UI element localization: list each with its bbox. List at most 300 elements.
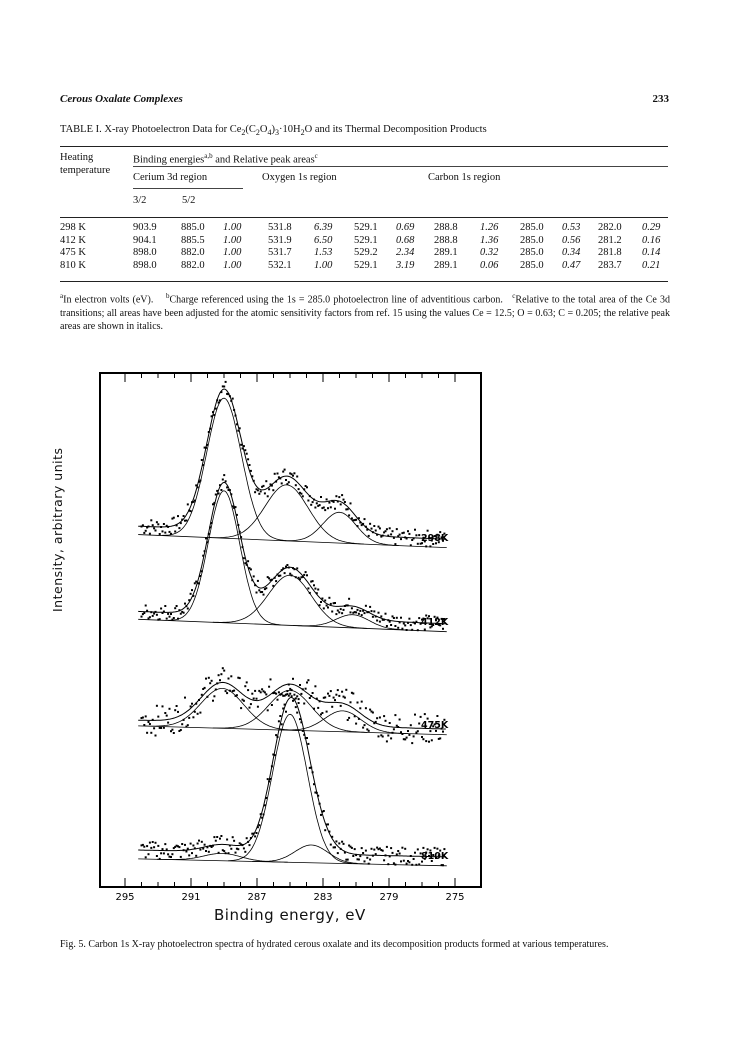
data-point [256,832,258,834]
data-point [272,489,274,491]
data-point [319,604,321,606]
data-point [399,534,401,536]
data-point [159,858,161,860]
table-cell: 885.5 [181,234,205,246]
data-point [249,844,251,846]
data-point [236,694,238,696]
data-point [414,529,416,531]
data-point [278,691,280,693]
table-cell: 6.50 [314,234,333,246]
data-point [205,447,207,449]
table-cell: 289.1 [434,259,458,271]
x-tick-label: 275 [445,892,465,903]
data-point [284,469,286,471]
x-tick-label: 283 [313,892,333,903]
data-point [415,534,417,536]
data-point [213,836,215,838]
data-point [299,718,301,720]
data-point [355,723,357,725]
data-point [307,587,309,589]
data-point [365,605,367,607]
data-point [335,495,337,497]
table-cell: 3.19 [396,259,415,271]
data-point [302,688,304,690]
data-point [148,721,150,723]
data-point [164,605,166,607]
data-point [257,580,259,582]
data-point [208,431,210,433]
data-point [257,489,259,491]
data-point [393,617,395,619]
data-point [373,849,375,851]
data-point [271,765,273,767]
data-point [383,715,385,717]
data-point [180,856,182,858]
data-point [351,517,353,519]
data-point [330,506,332,508]
data-point [223,850,225,852]
data-point [347,508,349,510]
component-peak [213,575,367,628]
data-point [277,473,279,475]
data-point [394,625,396,627]
data-point [145,715,147,717]
data-point [199,575,201,577]
data-point [296,712,298,714]
data-point [258,493,260,495]
data-point [378,612,380,614]
data-point [387,535,389,537]
data-point [166,618,168,620]
data-point [347,604,349,606]
data-point [327,607,329,609]
data-point [366,857,368,859]
data-point [219,484,221,486]
data-point [295,576,297,578]
data-point [316,592,318,594]
data-point [341,841,343,843]
data-point [215,689,217,691]
data-point [178,846,180,848]
data-point [153,527,155,529]
data-point [187,848,189,850]
data-point [324,696,326,698]
data-point [425,545,427,547]
data-point [143,724,145,726]
data-point [368,863,370,865]
data-point [434,847,436,849]
data-point [307,679,309,681]
data-point [408,861,410,863]
data-point [312,580,314,582]
data-point [268,780,270,782]
data-point [160,727,162,729]
data-point [371,848,373,850]
data-point [431,739,433,741]
table-cell: 1.00 [223,234,242,246]
data-point [397,850,399,852]
data-point [160,608,162,610]
data-point [401,733,403,735]
data-point [261,591,263,593]
data-point [170,856,172,858]
data-point [155,735,157,737]
data-point [372,531,374,533]
data-point [407,530,409,532]
data-point [219,838,221,840]
data-point [401,628,403,630]
data-point [229,690,231,692]
data-point [270,778,272,780]
data-point [364,518,366,520]
data-point [282,708,284,710]
data-point [155,530,157,532]
row-temperature: 298 K [60,222,86,233]
data-point [442,864,444,866]
data-point [177,618,179,620]
data-point [157,716,159,718]
x-tick-label: 295 [115,892,135,903]
data-point [324,829,326,831]
data-point [204,550,206,552]
data-point [195,703,197,705]
data-point [162,848,164,850]
data-point [195,855,197,857]
table-cell: 0.32 [480,247,499,258]
data-point [348,598,350,600]
data-point [362,852,364,854]
data-point [244,685,246,687]
data-point [237,848,239,850]
data-point [233,840,235,842]
data-point [312,501,314,503]
data-point [400,538,402,540]
data-point [277,699,279,701]
data-point [399,853,401,855]
table-cell: 1.00 [223,259,242,271]
data-point [240,444,242,446]
data-point [296,567,298,569]
table-cell: 885.0 [181,222,205,233]
data-point [159,618,161,620]
data-point [219,679,221,681]
data-point [362,523,364,525]
data-point [314,507,316,509]
binding-header-text: Binding energies [133,154,205,166]
data-point [368,730,370,732]
data-point [288,695,290,697]
data-point [338,695,340,697]
data-point [267,778,269,780]
data-point [155,842,157,844]
data-point [226,486,228,488]
data-point [410,624,412,626]
region-oxygen: Oxygen 1s region [262,172,337,183]
data-point [298,698,300,700]
data-point [335,613,337,615]
data-point [284,572,286,574]
table-cell: 531.9 [268,234,292,246]
data-point [260,490,262,492]
data-point [375,530,377,532]
data-point [228,852,230,854]
table-cell: 288.8 [434,234,458,246]
data-point [334,846,336,848]
data-point [149,533,151,535]
data-point [209,428,211,430]
data-point [159,533,161,535]
data-point [242,844,244,846]
data-point [230,675,232,677]
data-point [375,721,377,723]
data-point [302,576,304,578]
data-point [300,693,302,695]
data-point [198,699,200,701]
data-point [261,817,263,819]
data-point [361,847,363,849]
data-point [340,503,342,505]
data-point [212,845,214,847]
data-point [146,610,148,612]
data-point [202,848,204,850]
data-point [202,464,204,466]
data-point [206,846,208,848]
footnote-c-sup: c [512,292,516,300]
data-point [205,678,207,680]
data-point [372,712,374,714]
data-point [403,623,405,625]
data-point [316,698,318,700]
data-point [178,609,180,611]
data-point [302,495,304,497]
data-point [330,690,332,692]
data-point [376,534,378,536]
table-cell: 898.0 [133,259,157,271]
data-point [204,687,206,689]
data-point [292,475,294,477]
data-point [271,485,273,487]
table-caption-suffix: and its Thermal Decomposition Products [312,124,487,135]
data-point [201,459,203,461]
data-point [180,613,182,615]
data-point [275,693,277,695]
data-point [422,847,424,849]
data-point [340,848,342,850]
table-cell: 529.1 [354,259,378,271]
data-point [420,716,422,718]
footnote-a-sup: a [60,292,64,300]
data-point [436,848,438,850]
data-point [317,707,319,709]
table-cell: 283.7 [598,259,622,271]
data-point [368,535,370,537]
data-point [232,836,234,838]
data-point [364,724,366,726]
data-point [220,391,222,393]
data-point [319,803,321,805]
data-point [160,852,162,854]
data-point [389,855,391,857]
data-point [153,727,155,729]
data-point [364,612,366,614]
data-point [215,408,217,410]
data-point [348,717,350,719]
data-point [379,717,381,719]
data-point [411,864,413,866]
data-point [201,841,203,843]
series-label: 412K [421,617,449,628]
data-point [309,495,311,497]
data-point [162,530,164,532]
data-point [376,717,378,719]
data-point [418,863,420,865]
table-cell: 0.56 [562,234,581,246]
data-point [270,678,272,680]
data-point [183,849,185,851]
data-point [183,515,185,517]
data-point [413,858,415,860]
data-point [403,860,405,862]
data-point [246,453,248,455]
data-point [296,695,298,697]
data-point [181,519,183,521]
data-point [358,517,360,519]
data-point [378,735,380,737]
data-point [422,738,424,740]
data-point [389,621,391,623]
table-cell: 1.53 [314,247,333,258]
data-point [178,527,180,529]
data-point [365,707,367,709]
data-point [243,847,245,849]
table-cell: 903.9 [133,222,157,233]
data-point [417,730,419,732]
data-point [309,592,311,594]
data-point [173,517,175,519]
data-point [400,860,402,862]
data-point [310,504,312,506]
data-point [264,492,266,494]
data-point [306,682,308,684]
data-point [279,477,281,479]
page-number: 233 [652,93,669,105]
data-point [338,842,340,844]
data-point [393,537,395,539]
data-point [183,719,185,721]
data-point [230,493,232,495]
data-point [362,610,364,612]
table-cell: 531.7 [268,247,292,258]
data-point [343,843,345,845]
data-point [369,606,371,608]
data-point [330,603,332,605]
data-point [268,488,270,490]
data-point [291,695,293,697]
data-point [236,514,238,516]
data-point [260,691,262,693]
data-point [288,567,290,569]
data-point [242,448,244,450]
data-point [201,694,203,696]
data-point [286,690,288,692]
data-point [415,621,417,623]
data-point [307,500,309,502]
data-point [410,544,412,546]
table-cell: 898.0 [133,247,157,258]
row-temperature: 475 K [60,247,86,258]
data-point [390,533,392,535]
data-point [184,697,186,699]
data-point [394,714,396,716]
y-axis-label: Intensity, arbitrary units [50,447,65,612]
data-point [181,723,183,725]
data-point [334,699,336,701]
data-point [351,607,353,609]
data-point [190,593,192,595]
data-point [394,864,396,866]
data-point [150,519,152,521]
data-point [347,719,349,721]
data-point [237,430,239,432]
data-point [396,528,398,530]
data-point [267,495,269,497]
data-point [333,697,335,699]
data-point [271,704,273,706]
data-point [267,709,269,711]
data-point [338,496,340,498]
data-point [247,689,249,691]
data-point [337,501,339,503]
data-point [372,855,374,857]
data-point [351,847,353,849]
data-point [220,489,222,491]
data-point [320,814,322,816]
data-point [376,620,378,622]
relative-header-text: and Relative peak areas [212,154,315,166]
data-point [253,575,255,577]
data-point [306,486,308,488]
sub-3-2: 3/2 [133,195,147,206]
data-point [348,514,350,516]
data-point [177,711,179,713]
data-point [369,859,371,861]
data-point [366,529,368,531]
data-point [246,564,248,566]
data-point [319,700,321,702]
data-point [382,535,384,537]
data-point [326,498,328,500]
data-point [385,720,387,722]
data-point [163,727,165,729]
data-point [192,595,194,597]
data-point [218,402,220,404]
data-point [408,618,410,620]
data-point [337,852,339,854]
data-point [394,543,396,545]
data-point [174,709,176,711]
data-point [198,582,200,584]
data-point [264,804,266,806]
table-cell: 529.1 [354,234,378,246]
data-point [167,613,169,615]
data-point [206,541,208,543]
data-point [385,530,387,532]
data-point [306,574,308,576]
data-point [225,690,227,692]
table-cell: 0.21 [642,259,661,271]
data-point [403,532,405,534]
data-point [286,483,288,485]
